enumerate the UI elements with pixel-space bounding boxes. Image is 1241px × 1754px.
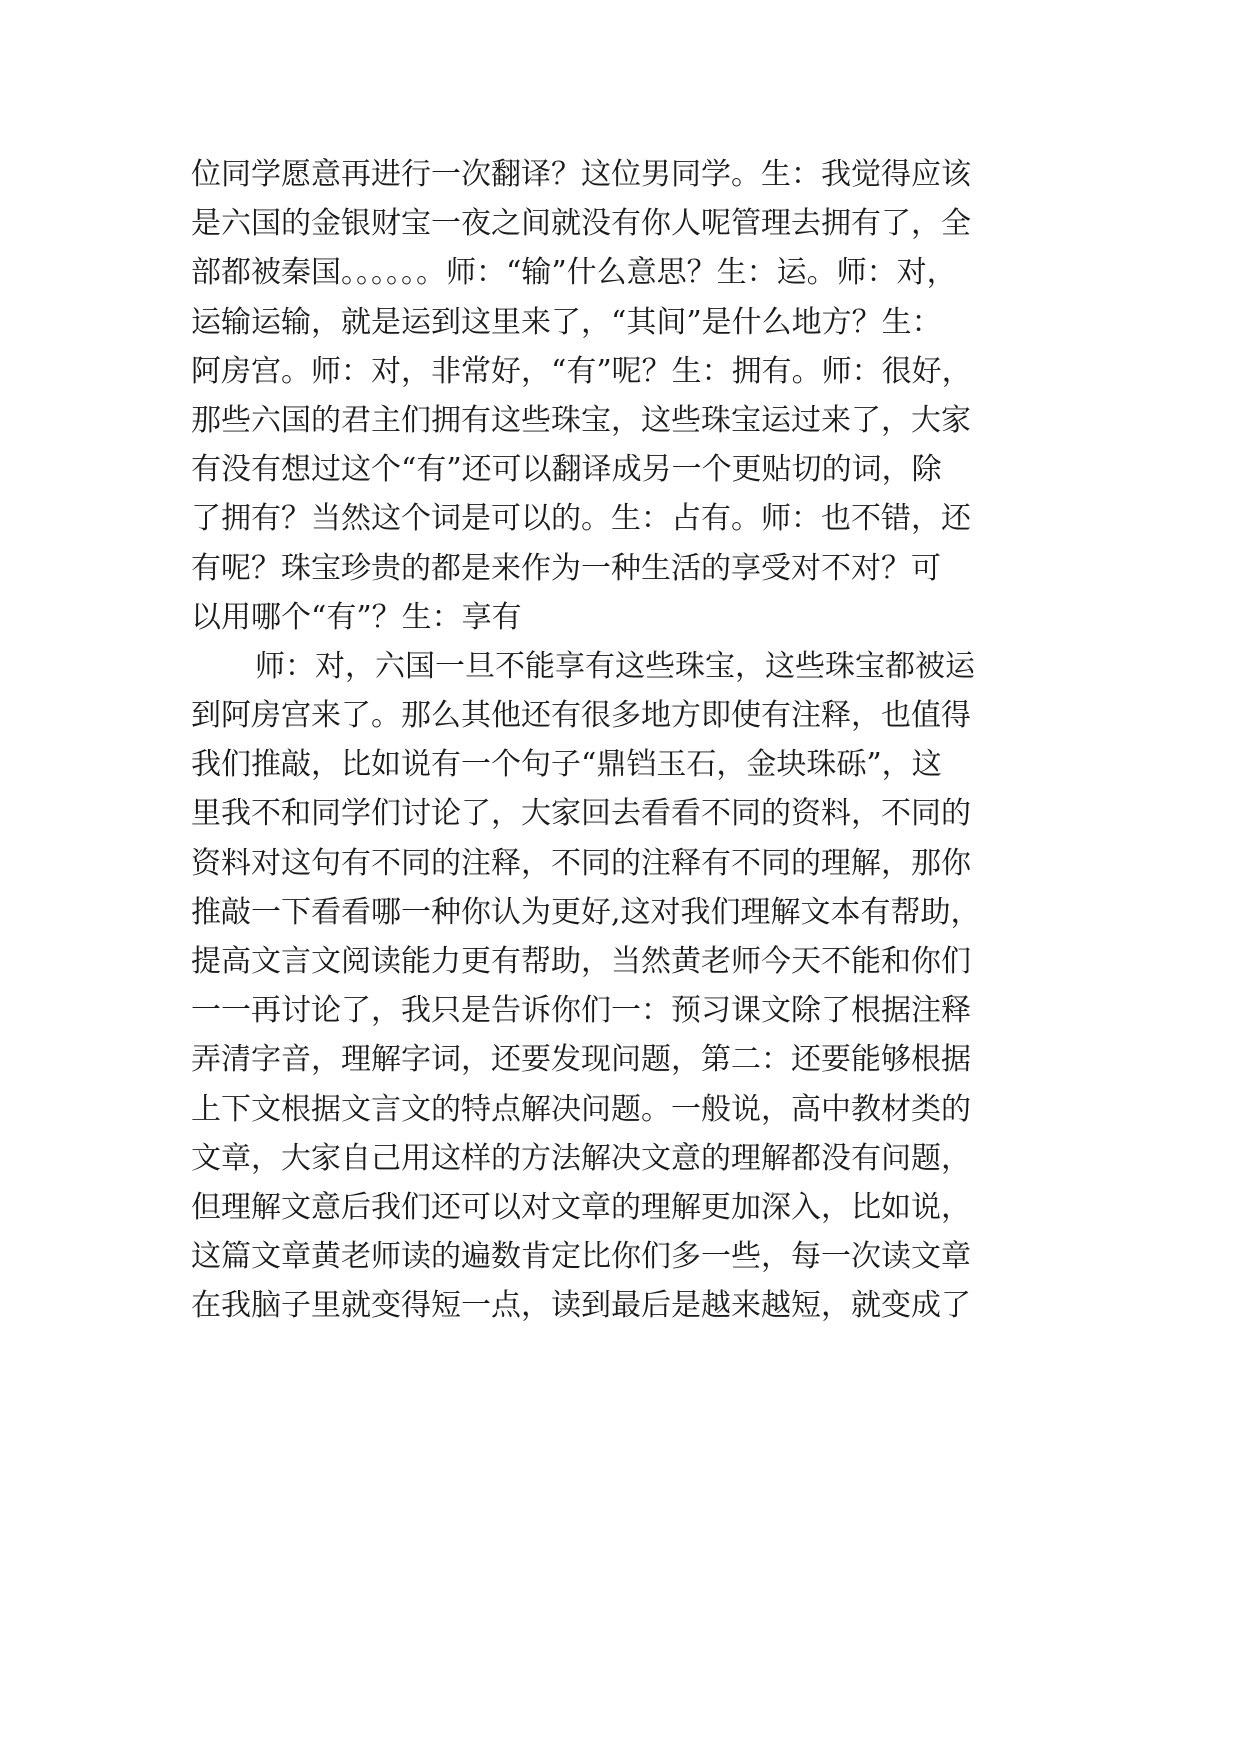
text-line: 推敲一下看看哪一种你认为更好,这对我们理解文本有帮助， [191, 894, 981, 930]
text-line: 运输运输，就是运到这里来了，“其间”是什么地方？生： [191, 304, 942, 340]
text-line: 我们推敲，比如说有一个句子“鼎铛玉石，金块珠砾”，这 [191, 747, 942, 783]
text-line: 但理解文意后我们还可以对文章的理解更加深入，比如说， [191, 1189, 971, 1225]
text-line: 位同学愿意再进行一次翻译？这位男同学。生：我觉得应该 [191, 157, 971, 192]
text-line: 弄清字音，理解字词，还要发现问题，第二：还要能够根据 [191, 1042, 971, 1078]
text-line: 有呢？珠宝珍贵的都是来作为一种生活的享受对不对？可 [191, 550, 941, 586]
text-line: 资料对这句有不同的注释，不同的注释有不同的理解，那你 [191, 845, 971, 881]
text-line: 文章，大家自己用这样的方法解决文意的理解都没有问题， [191, 1140, 971, 1176]
text-line: 那些六国的君主们拥有这些珠宝，这些珠宝运过来了，大家 [191, 402, 971, 438]
text-line: 一一再讨论了，我只是告诉你们一：预习课文除了根据注释 [191, 993, 971, 1029]
text-line: 部都被秦国。。。。。。师：“输”什么意思？生：运。师：对， [191, 255, 957, 291]
text-line: 到阿房宫来了。那么其他还有很多地方即使有注释，也值得 [191, 698, 971, 734]
paragraph-1 [191, 150, 1061, 642]
text-line: 了拥有？当然这个词是可以的。生：占有。师：也不错，还 [191, 501, 971, 537]
text-line: 里我不和同学们讨论了，大家回去看看不同的资料，不同的 [191, 796, 971, 832]
text-line: 在我脑子里就变得短一点，读到最后是越来越短，就变成了 [191, 1288, 971, 1324]
text-line: 以用哪个“有”？生：享有 [191, 599, 522, 635]
text-line: 阿房宫。师：对，非常好，“有”呢？生：拥有。师：很好， [191, 353, 972, 389]
text-line: 上下文根据文言文的特点解决问题。一般说，高中教材类的 [191, 1091, 971, 1127]
text-line: 是六国的金银财宝一夜之间就没有你人呢管理去拥有了，全 [191, 206, 971, 242]
text-line: 师：对，六国一旦不能享有这些珠宝，这些珠宝都被运 [255, 648, 975, 684]
text-line: 提高文言文阅读能力更有帮助，当然黄老师今天不能和你们 [191, 944, 971, 979]
text-line: 这篇文章黄老师读的遍数肯定比你们多一些，每一次读文章 [191, 1239, 971, 1275]
document-body [191, 150, 1061, 1331]
paragraph-2 [191, 642, 1061, 1331]
text-line: 有没有想过这个“有”还可以翻译成另一个更贴切的词，除 [191, 452, 942, 488]
